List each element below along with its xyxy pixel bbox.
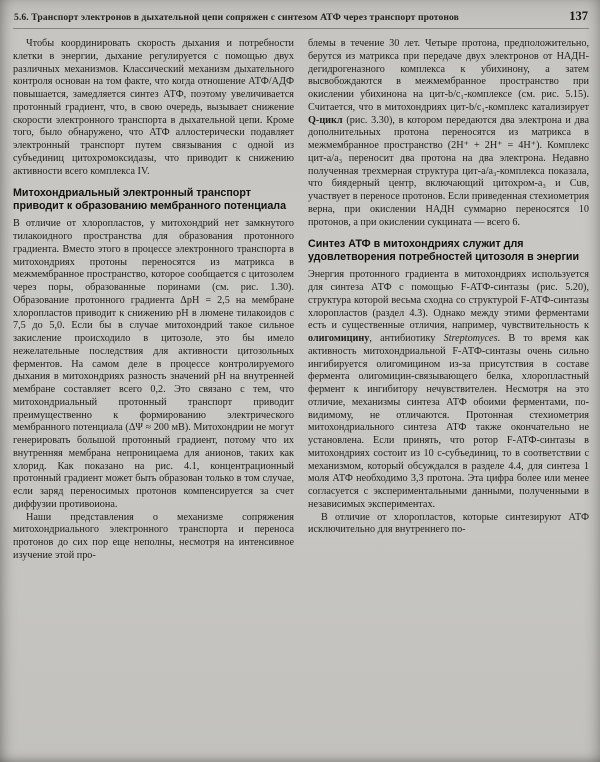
running-head-title: 5.6. Транспорт электронов в дыхательной цепи сопряжен с синтезом АТФ через транспорт протонов	[14, 12, 459, 23]
paragraph-text: Энергия протонного градиента в митохондриях используется для синтеза АТФ с помощью F-АТФ-синтазы (рис. 5.20), структура которой весьма сходна со структурой F-АТФ-синтазы хлоропластов (раздел 4.3). Однако между этими ферментами есть и существенные отличия, например, чувствительность к	[308, 269, 589, 332]
paragraph: В отличие от хлоропластов, у митохондрий нет замкнутого тилакоидного пространства для образования протонного градиента. Вместо этого в процессе электронного транспорта в митохондриях протоны переносятся из матрикса в межмембранное пространство, которое сообщается с цитозолем через поры, образованные поринами (см. рис. 1.30). Образование протонного градиента ΔрН = 2,5 на мембране хлоропластов приводит к снижению рН в люмене тилакоидов с 7,5 до 5,0. Если бы в случае митохондрий такое сильное закисление происходило в цитозоле, это бы имело нежелательные последствия для активности цитозольных ферментов. На самом деле в процессе контролируемого дыхания в митохондриях разность значений рН на внутренней мембране составляет всего 0,2. Это связано с тем, что митохондриальный протонный транспорт приводит преимущественно к формированию электрического мембранного потенциала (ΔΨ ≈ 200 мВ). Митохондрии не могут генерировать большой протонный градиент, потому что их внутренняя мембрана непроницаема для анионов, таких как хлорид. Как показано на рис. 4.1, концентрационный протонный градиент может быть образован только в том случае, если заряд переносимых протонов компенсируется за счет диффузии противоиона.	[13, 218, 294, 510]
paragraph-text: , антибиотику	[369, 333, 444, 344]
running-head	[13, 7, 589, 29]
page-number: 137	[569, 9, 588, 23]
bold-term: олигомицину	[308, 333, 370, 344]
left-column	[13, 38, 294, 563]
subsection-heading: Синтез АТФ в митохондриях служит для удовлетворения потребностей цитозоля в энергии	[308, 238, 580, 264]
italic-term: Streptomyces	[443, 333, 498, 344]
paragraph: Чтобы координировать скорость дыхания и потребности клетки в энергии, дыхание регулируется с помощью двух различных механизмов. Классический механизм дыхательного контроля основан на том факте, что когда отношение АТФ/АДФ повышается, замедляется синтез АТФ, поэтому увеличивается протонный градиент, что, в свою очередь, вызывает снижение скорости электронного транспорта в дыхательной цепи. Кроме того, было обнаружено, что АТФ аллостерически подавляет электронный транспорт путем связывания с одной из субъединиц цитохромоксидазы, что приводит к снижению активности всего комплекса IV.	[13, 38, 294, 177]
paragraph-text: (рис. 3.30), в котором передаются два электрона и два дополнительных протона переносятся из матрикса в межмембранное пространство (2Н⁺ + 2Н⁺ = 4Н⁺). Комплекс цит-a/a₃ переносит два протона на два электрона. Недавно полученная трехмерная структура цит-a/a₃-комплекса показала, что биядерный центр, включающий цитохром-a₃ и Cuʙ, участвует в переносе протонов. Если приведенная стехиометрия верна, при окислении НАДН суммарно переносятся 10 протонов, а при окислении сукцината — всего 6.	[308, 114, 589, 228]
right-column	[308, 38, 589, 563]
paragraph-text: блемы в течение 30 лет. Четыре протона, предположительно, берутся из матрикса при передаче двух электронов от НАДН-дегидрогеназного комплекса к убихинону, а затем высвобождаются в межмембранное пространство при окислении убихинона на цит-b/c₁-комплексе (см. рис. 5.15). Считается, что в митохондриях цит-b/c₁-комплекс катализирует	[308, 38, 589, 113]
paragraph: В отличие от хлоропластов, которые синтезируют АТФ исключительно для внутреннего по-	[308, 511, 589, 536]
paragraph	[308, 38, 589, 229]
paragraph	[308, 269, 589, 511]
paragraph-text: . В то время как активность митохондриальной F-АТФ-синтазы очень сильно ингибируется олигомицином из-за присутствия в составе фермента олигомицин-связывающего белка, хлоропластный фермент к ингибитору нечувствителен. Несмотря на это отличие, механизмы синтеза АТФ обоими ферментами, по-видимому, не отличаются. Протонная стехиометрия митохондриального синтеза АТФ также окончательно не установлена. Если принять, что ротор F-АТФ-синтазы в митохондриях состоит из 10 с-субъединиц, то в соответствии с механизмом, который обсуждался в разделе 4.4, для синтеза 1 моля АТФ необходимо 3,3 протона. Эта цифра более или менее согласуется с экспериментальными данными, полученными в независимых экспериментах.	[308, 333, 589, 510]
bold-term: Q-цикл	[308, 114, 343, 126]
paragraph: Наши представления о механизме сопряжения митохондриального электронного транспорта и переноса протонов до сих пор еще неполны, несмотря на интенсивное изучение этой про-	[13, 511, 294, 561]
subsection-heading: Митохондриальный электронный транспорт приводит к образованию мембранного потенциала	[13, 187, 287, 213]
text-columns	[13, 38, 589, 563]
